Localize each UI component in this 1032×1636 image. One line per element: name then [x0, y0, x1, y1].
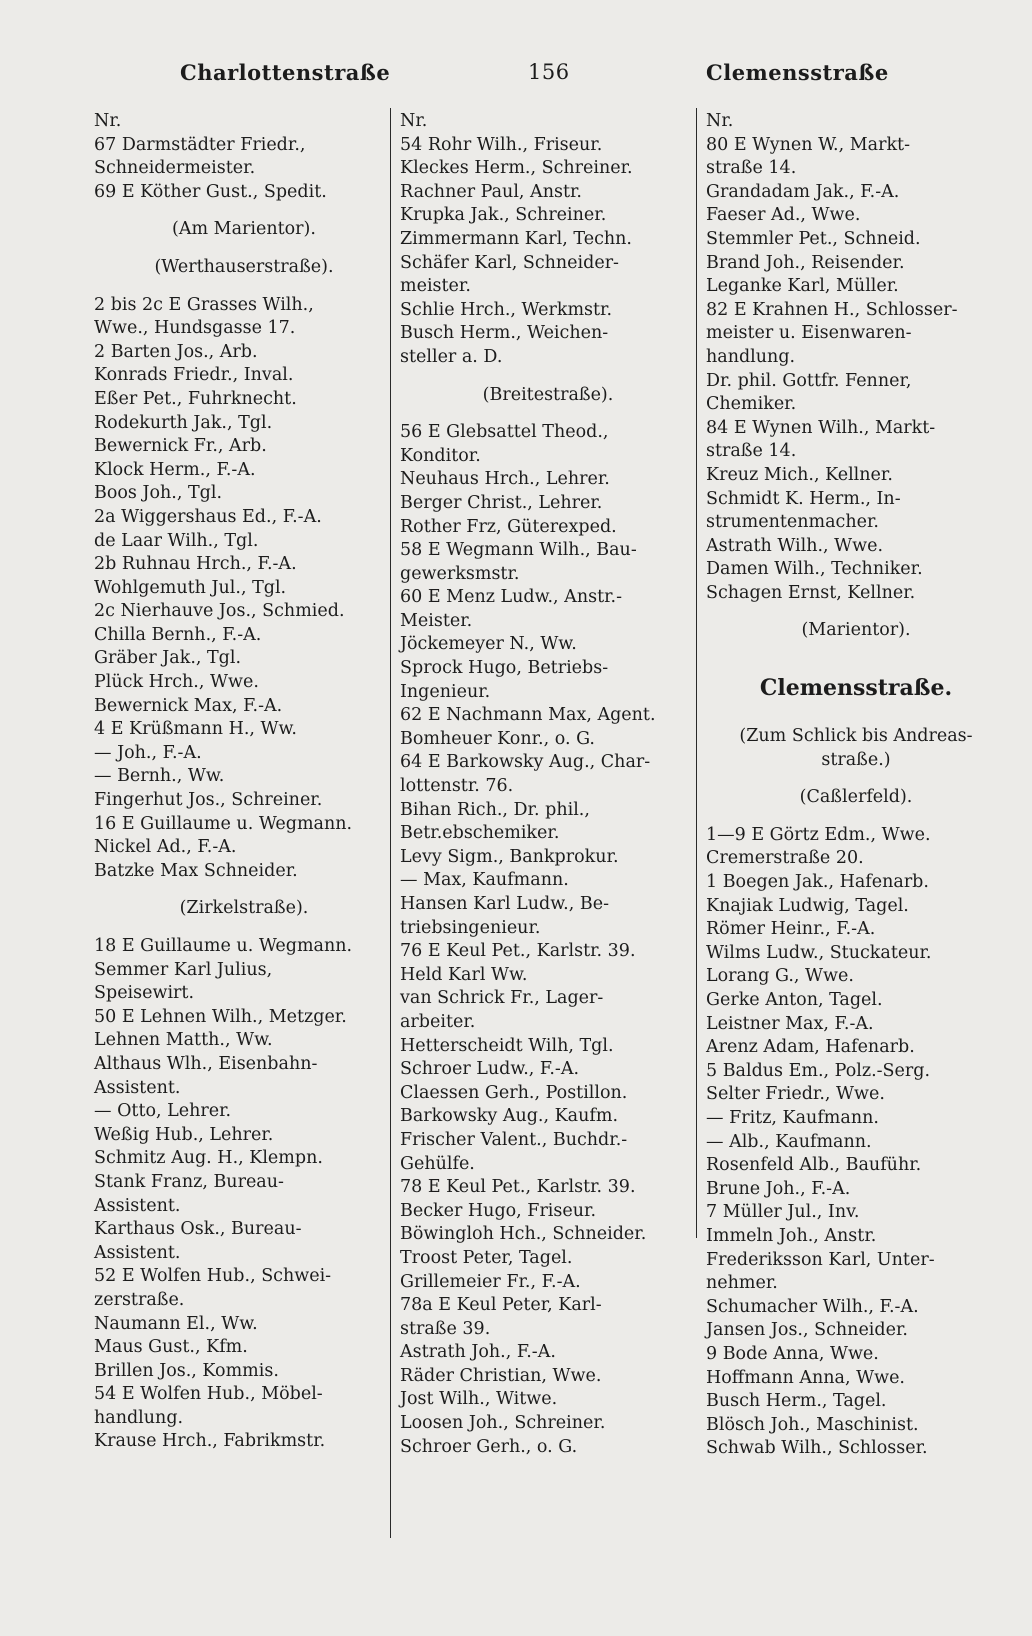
- directory-entry: 18 E Guillaume u. Wegmann.: [94, 936, 353, 956]
- directory-entry: 1—9 E Görtz Edm., Wwe.: [706, 824, 931, 845]
- directory-entry: 5 Baldus Em., Polz.-Serg.: [706, 1060, 931, 1081]
- spacer: [94, 883, 394, 897]
- directory-entry: — Max, Kaufmann.: [400, 870, 569, 891]
- directory-entry: 52 E Wolfen Hub., Schwei-: [94, 1266, 332, 1287]
- directory-entry: Weßig Hub., Lehrer.: [94, 1124, 274, 1145]
- directory-entry: Busch Herm., Weichen-: [400, 323, 609, 344]
- directory-entry: Schlie Hrch., Werkmstr.: [400, 299, 613, 320]
- directory-entry: Assistent.: [94, 1242, 181, 1263]
- directory-entry: Schäfer Karl, Schneider-: [400, 252, 619, 273]
- directory-entry: 58 E Wegmann Wilh., Bau-: [400, 540, 637, 561]
- directory-entry: meister.: [400, 276, 471, 297]
- directory-entry: 2a Wiggershaus Ed., F.-A.: [94, 506, 322, 527]
- directory-entry: zerstraße.: [94, 1289, 185, 1310]
- directory-entry: 4 E Krüßmann H., Ww.: [94, 719, 297, 740]
- directory-entry: Kleckes Herm., Schreiner.: [400, 158, 633, 179]
- directory-entry: Konditor.: [400, 445, 481, 466]
- directory-entry: Neuhaus Hrch., Lehrer.: [400, 469, 610, 490]
- directory-entry: 2c Nierhauve Jos., Schmied.: [94, 601, 345, 622]
- directory-entry: Schumacher Wilh., F.-A.: [706, 1296, 919, 1317]
- directory-entry: Blösch Joh., Maschinist.: [706, 1414, 919, 1435]
- directory-entry: Wwe., Hundsgasse 17.: [94, 318, 296, 339]
- directory-entry: Bihan Rich., Dr. phil.,: [400, 799, 590, 820]
- directory-entry: 2b Ruhnau Hrch., F.-A.: [94, 554, 297, 575]
- spacer: [400, 407, 696, 421]
- directory-entry: Leganke Karl, Müller.: [706, 276, 899, 297]
- directory-entry: Gerke Anton, Tagel.: [706, 990, 883, 1010]
- directory-entry: Batzke Max Schneider.: [94, 860, 298, 881]
- directory-entry: Hansen Karl Ludw., Be-: [400, 894, 609, 914]
- directory-entry: meister u. Eisenwaren-: [706, 323, 912, 344]
- directory-entry: Krupka Jak., Schreiner.: [400, 205, 607, 226]
- directory-entry: 64 E Barkowsky Aug., Char-: [400, 752, 651, 773]
- directory-entry: Cremerstraße 20.: [706, 848, 864, 869]
- directory-entry: Semmer Karl Julius,: [94, 959, 273, 980]
- directory-entry: Schneidermeister.: [94, 158, 256, 179]
- spacer: [706, 772, 1006, 786]
- directory-entry: Jöckemeyer N., Ww.: [400, 634, 577, 655]
- street-heading: (Caßlerfeld).: [799, 787, 913, 808]
- directory-entry: Berger Christ., Lehrer.: [400, 492, 603, 513]
- directory-entry: 2 Barten Jos., Arb.: [94, 341, 258, 362]
- directory-entry: 1 Boegen Jak., Hafenarb.: [706, 872, 929, 893]
- directory-entry: Klock Herm., F.-A.: [94, 459, 256, 480]
- directory-entry: Brillen Jos., Kommis.: [94, 1360, 279, 1381]
- spacer: [94, 242, 394, 256]
- directory-entry: 60 E Menz Ludw., Anstr.-: [400, 587, 623, 608]
- directory-entry: Bewernick Max, F.-A.: [94, 695, 283, 716]
- directory-entry: Barkowsky Aug., Kaufm.: [400, 1106, 619, 1127]
- directory-entry: Rosenfeld Alb., Bauführ.: [706, 1155, 922, 1176]
- directory-entry: Levy Sigm., Bankprokur.: [400, 846, 619, 867]
- directory-entry: Chilla Bernh., F.-A.: [94, 624, 262, 645]
- directory-entry: triebsingenieur.: [400, 917, 541, 938]
- directory-entry: Wohlgemuth Jul., Tgl.: [94, 577, 287, 598]
- street-heading: (Zirkelstraße).: [179, 898, 309, 919]
- directory-entry: Chemiker.: [706, 394, 797, 415]
- directory-entry: Brand Joh., Reisender.: [706, 252, 905, 273]
- directory-entry: Kreuz Mich., Kellner.: [706, 464, 893, 485]
- directory-entry: straße 14.: [706, 158, 797, 179]
- directory-entry: Immeln Joh., Anstr.: [706, 1225, 877, 1246]
- column-middle: [400, 110, 696, 1459]
- directory-entry: Leistner Max, F.-A.: [706, 1013, 874, 1034]
- spacer: [706, 657, 1006, 671]
- directory-entry: Grandadam Jak., F.-A.: [706, 181, 900, 202]
- directory-entry: Faeser Ad., Wwe.: [706, 205, 861, 226]
- directory-entry: Schmitz Aug. H., Klempn.: [94, 1148, 323, 1169]
- directory-entry: Brune Joh., F.-A.: [706, 1178, 851, 1199]
- directory-entry: Sprock Hugo, Betriebs-: [400, 658, 609, 679]
- column-divider: [696, 108, 697, 1238]
- directory-entry: Schroer Gerh., o. G.: [400, 1436, 578, 1457]
- directory-entry: — Alb., Kaufmann.: [706, 1131, 872, 1152]
- directory-entry: — Fritz, Kaufmann.: [706, 1107, 879, 1128]
- section-title: Clemensstraße.: [759, 675, 953, 702]
- directory-entry: Rachner Paul, Anstr.: [400, 181, 582, 202]
- directory-entry: 56 E Glebsattel Theod.,: [400, 422, 609, 443]
- directory-entry: Betr.ebschemiker.: [400, 823, 560, 844]
- spacer: [706, 605, 1006, 619]
- directory-entry: Troost Peter, Tagel.: [400, 1247, 573, 1268]
- directory-entry: arbeiter.: [400, 1011, 476, 1032]
- directory-entry: Konrads Friedr., Inval.: [94, 365, 294, 386]
- directory-entry: Assistent.: [94, 1195, 181, 1216]
- directory-entry: 54 Rohr Wilh., Friseur.: [400, 134, 603, 155]
- directory-entry: Böwingloh Hch., Schneider.: [400, 1224, 647, 1245]
- directory-entry: Assistent.: [94, 1077, 181, 1098]
- directory-entry: Claessen Gerh., Postillon.: [400, 1082, 628, 1103]
- directory-entry: Grillemeier Fr., F.-A.: [400, 1271, 581, 1292]
- directory-entry: Schwab Wilh., Schlosser.: [706, 1438, 928, 1459]
- directory-entry: Eßer Pet., Fuhrknecht.: [94, 388, 297, 409]
- directory-entry: straße 39.: [400, 1318, 491, 1339]
- directory-entry: Wilms Ludw., Stuckateur.: [706, 942, 932, 963]
- page-number: 156: [528, 60, 570, 84]
- street-heading: straße.): [821, 749, 891, 770]
- directory-entry: Römer Heinr., F.-A.: [706, 919, 876, 940]
- directory-entry: — Bernh., Ww.: [94, 766, 225, 787]
- directory-entry: Busch Herm., Tagel.: [706, 1391, 887, 1412]
- directory-entry: Dr. phil. Gottfr. Fenner,: [706, 370, 912, 391]
- directory-entry: Becker Hugo, Friseur.: [400, 1200, 597, 1221]
- directory-entry: 16 E Guillaume u. Wegmann.: [94, 813, 353, 834]
- directory-entry: Fingerhut Jos., Schreiner.: [94, 790, 323, 811]
- directory-entry: Nr.: [706, 111, 734, 131]
- directory-entry: nehmer.: [706, 1273, 778, 1294]
- directory-entry: Frischer Valent., Buchdr.-: [400, 1129, 628, 1150]
- directory-entry: — Joh., F.-A.: [94, 742, 202, 763]
- directory-entry: Jansen Jos., Schneider.: [706, 1320, 908, 1341]
- directory-entry: 9 Bode Anna, Wwe.: [706, 1343, 879, 1364]
- directory-entry: Loosen Joh., Schreiner.: [400, 1413, 606, 1434]
- directory-entry: Held Karl Ww.: [400, 964, 528, 985]
- directory-entry: Nr.: [94, 111, 122, 131]
- directory-entry: Hetterscheidt Wilh, Tgl.: [400, 1035, 614, 1056]
- directory-entry: de Laar Wilh., Tgl.: [94, 530, 259, 551]
- directory-entry: Bewernick Fr., Arb.: [94, 436, 267, 457]
- spacer: [94, 921, 394, 935]
- directory-entry: Lorang G., Wwe.: [706, 966, 854, 987]
- directory-entry: Schroer Ludw., F.-A.: [400, 1059, 580, 1080]
- directory-entry: Speisewirt.: [94, 983, 195, 1004]
- directory-entry: handlung.: [706, 346, 796, 367]
- directory-entry: Rother Frz, Güterexped.: [400, 516, 617, 537]
- spacer: [706, 810, 1006, 824]
- directory-entry: Stemmler Pet., Schneid.: [706, 228, 921, 249]
- street-heading: (Zum Schlick bis Andreas-: [739, 726, 973, 747]
- directory-entry: 67 Darmstädter Friedr.,: [94, 134, 306, 155]
- header-left-street: Charlottenstraße: [180, 60, 391, 85]
- directory-entry: Karthaus Osk., Bureau-: [94, 1219, 302, 1240]
- directory-entry: Naumann El., Ww.: [94, 1313, 258, 1334]
- directory-entry: Stank Franz, Bureau-: [94, 1171, 284, 1192]
- directory-entry: Räder Christian, Wwe.: [400, 1365, 602, 1386]
- directory-entry: Lehnen Matth., Ww.: [94, 1030, 273, 1051]
- directory-entry: gewerksmstr.: [400, 563, 520, 584]
- header-right-street: Clemensstraße: [706, 60, 889, 85]
- directory-entry: Arenz Adam, Hafenarb.: [706, 1037, 915, 1058]
- directory-entry: Meister.: [400, 610, 473, 631]
- directory-entry: straße 14.: [706, 441, 797, 462]
- spacer: [94, 204, 394, 218]
- directory-entry: Damen Wilh., Techniker.: [706, 559, 923, 580]
- spacer: [706, 643, 1006, 657]
- street-heading: (Breitestraße).: [482, 384, 614, 405]
- directory-entry: Astrath Wilh., Wwe.: [706, 535, 884, 556]
- directory-entry: Krause Hrch., Fabrikmstr.: [94, 1431, 326, 1452]
- directory-entry: Nr.: [400, 111, 428, 131]
- directory-entry: Bomheuer Konr., o. G.: [400, 728, 595, 749]
- directory-entry: lottenstr. 76.: [400, 776, 514, 797]
- directory-entry: 82 E Krahnen H., Schlosser-: [706, 299, 958, 320]
- directory-entry: steller a. D.: [400, 346, 503, 367]
- spacer: [94, 280, 394, 294]
- directory-entry: 69 E Köther Gust., Spedit.: [94, 181, 327, 202]
- directory-entry: 78 E Keul Pet., Karlstr. 39.: [400, 1177, 636, 1198]
- directory-entry: Astrath Joh., F.-A.: [400, 1342, 556, 1363]
- directory-entry: 50 E Lehnen Wilh., Metzger.: [94, 1006, 347, 1027]
- directory-entry: Selter Friedr., Wwe.: [706, 1084, 885, 1105]
- directory-entry: Knajiak Ludwig, Tagel.: [706, 895, 909, 916]
- spacer: [400, 370, 696, 384]
- directory-entry: 84 E Wynen Wilh., Markt-: [706, 417, 936, 438]
- directory-entry: Plück Hrch., Wwe.: [94, 672, 259, 693]
- directory-entry: Althaus Wlh., Eisenbahn-: [94, 1053, 318, 1074]
- directory-entry: Hoffmann Anna, Wwe.: [706, 1367, 905, 1388]
- column-left: [94, 110, 394, 1454]
- directory-entry: Maus Gust., Kfm.: [94, 1337, 248, 1358]
- street-heading: (Marientor).: [801, 620, 911, 641]
- directory-entry: 2 bis 2c E Grasses Wilh.,: [94, 294, 314, 315]
- street-heading: (Werthauserstraße).: [154, 256, 334, 277]
- directory-entry: 78a E Keul Peter, Karl-: [400, 1295, 602, 1316]
- directory-entry: Frederiksson Karl, Unter-: [706, 1249, 935, 1270]
- directory-entry: handlung.: [94, 1407, 184, 1428]
- directory-entry: Ingenieur.: [400, 681, 491, 702]
- directory-entry: strumentenmacher.: [706, 512, 879, 533]
- street-heading: (Am Marientor).: [172, 219, 316, 240]
- directory-entry: 62 E Nachmann Max, Agent.: [400, 705, 656, 726]
- directory-entry: Zimmermann Karl, Techn.: [400, 228, 632, 249]
- directory-entry: 7 Müller Jul., Inv.: [706, 1202, 860, 1223]
- directory-entry: Gräber Jak., Tgl.: [94, 648, 242, 669]
- directory-entry: Rodekurth Jak., Tgl.: [94, 412, 273, 433]
- directory-entry: Jost Wilh., Witwe.: [400, 1389, 558, 1410]
- directory-entry: 80 E Wynen W., Markt-: [706, 134, 911, 155]
- directory-entry: Nickel Ad., F.-A.: [94, 837, 237, 858]
- directory-entry: Schagen Ernst, Kellner.: [706, 582, 916, 603]
- directory-entry: Schmidt K. Herm., In-: [706, 488, 901, 509]
- column-right: [706, 110, 1006, 1461]
- spacer: [706, 711, 1006, 725]
- directory-entry: 76 E Keul Pet., Karlstr. 39.: [400, 941, 636, 962]
- directory-entry: van Schrick Fr., Lager-: [400, 988, 604, 1009]
- directory-entry: Boos Joh., Tgl.: [94, 483, 223, 504]
- directory-entry: — Otto, Lehrer.: [94, 1101, 232, 1122]
- directory-entry: 54 E Wolfen Hub., Möbel-: [94, 1384, 323, 1405]
- directory-entry: Gehülfe.: [400, 1153, 475, 1174]
